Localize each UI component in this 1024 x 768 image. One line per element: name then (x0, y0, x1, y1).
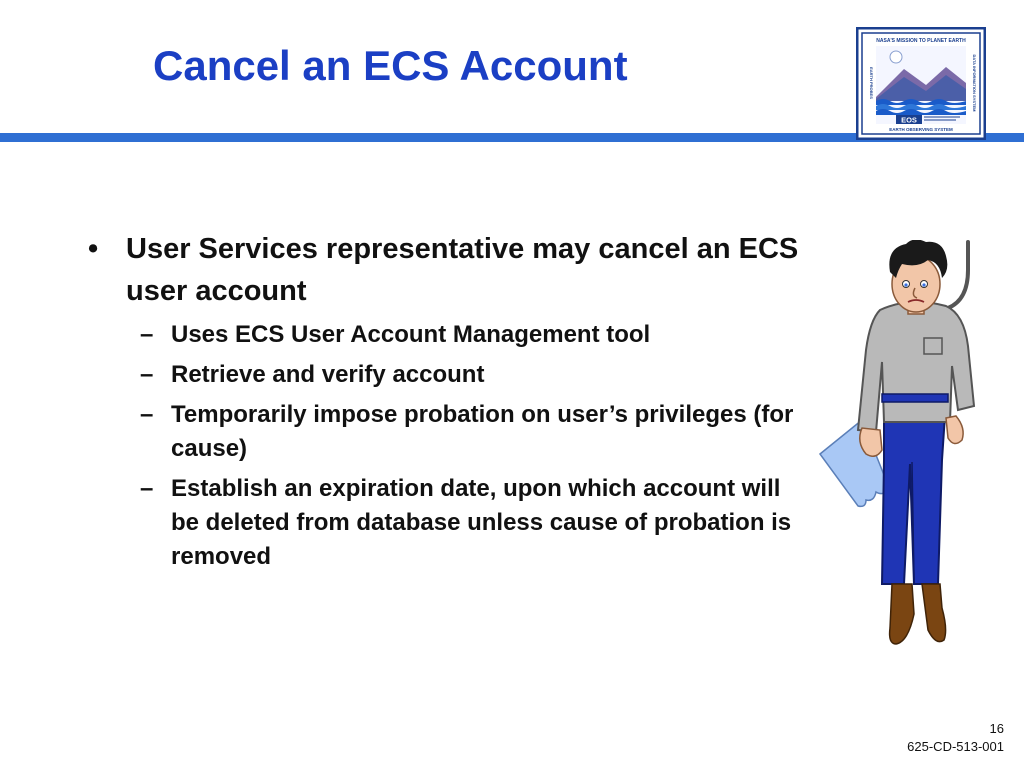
sub-bullet-text: Temporarily impose probation on user’s privileges (for cause) (171, 401, 794, 462)
sub-bullet-item (88, 358, 808, 392)
logo-right-text: DATA INFORMATION SYSTEM (972, 54, 977, 112)
bullet-text: User Services representative may cancel an ECS user account (126, 233, 799, 307)
bullet-marker: • (88, 233, 99, 265)
sub-bullet-marker: – (140, 401, 154, 428)
dejected-man-clipart (818, 240, 978, 652)
logo-badge-text: EOS (901, 115, 917, 125)
sub-bullet-list (88, 318, 808, 574)
sub-bullet-text: Retrieve and verify account (171, 361, 485, 388)
eos-logo (856, 27, 986, 140)
sub-bullet-marker: – (140, 361, 154, 388)
slide-title: Cancel an ECS Account (153, 42, 628, 89)
logo-top-text: NASA'S MISSION TO PLANET EARTH (876, 38, 966, 44)
document-id: 625-CD-513-001 (907, 739, 1004, 754)
sub-bullet-marker: – (140, 475, 154, 502)
slide-footer (907, 720, 1004, 756)
bullet-item (88, 228, 808, 312)
sub-bullet-item (88, 398, 808, 466)
bullet-list (88, 228, 808, 580)
sub-bullet-text: Uses ECS User Account Management tool (171, 321, 651, 348)
sub-bullet-marker: – (140, 321, 154, 348)
sub-bullet-item (88, 472, 808, 574)
page-number: 16 (989, 721, 1004, 736)
logo-left-text: EARTH PROBES (869, 67, 874, 99)
sub-bullet-text: Establish an expiration date, upon which account will be deleted from database unless cause of probation is removed (171, 475, 792, 570)
logo-bottom-text: EARTH OBSERVING SYSTEM (889, 127, 953, 132)
sub-bullet-item (88, 318, 808, 352)
